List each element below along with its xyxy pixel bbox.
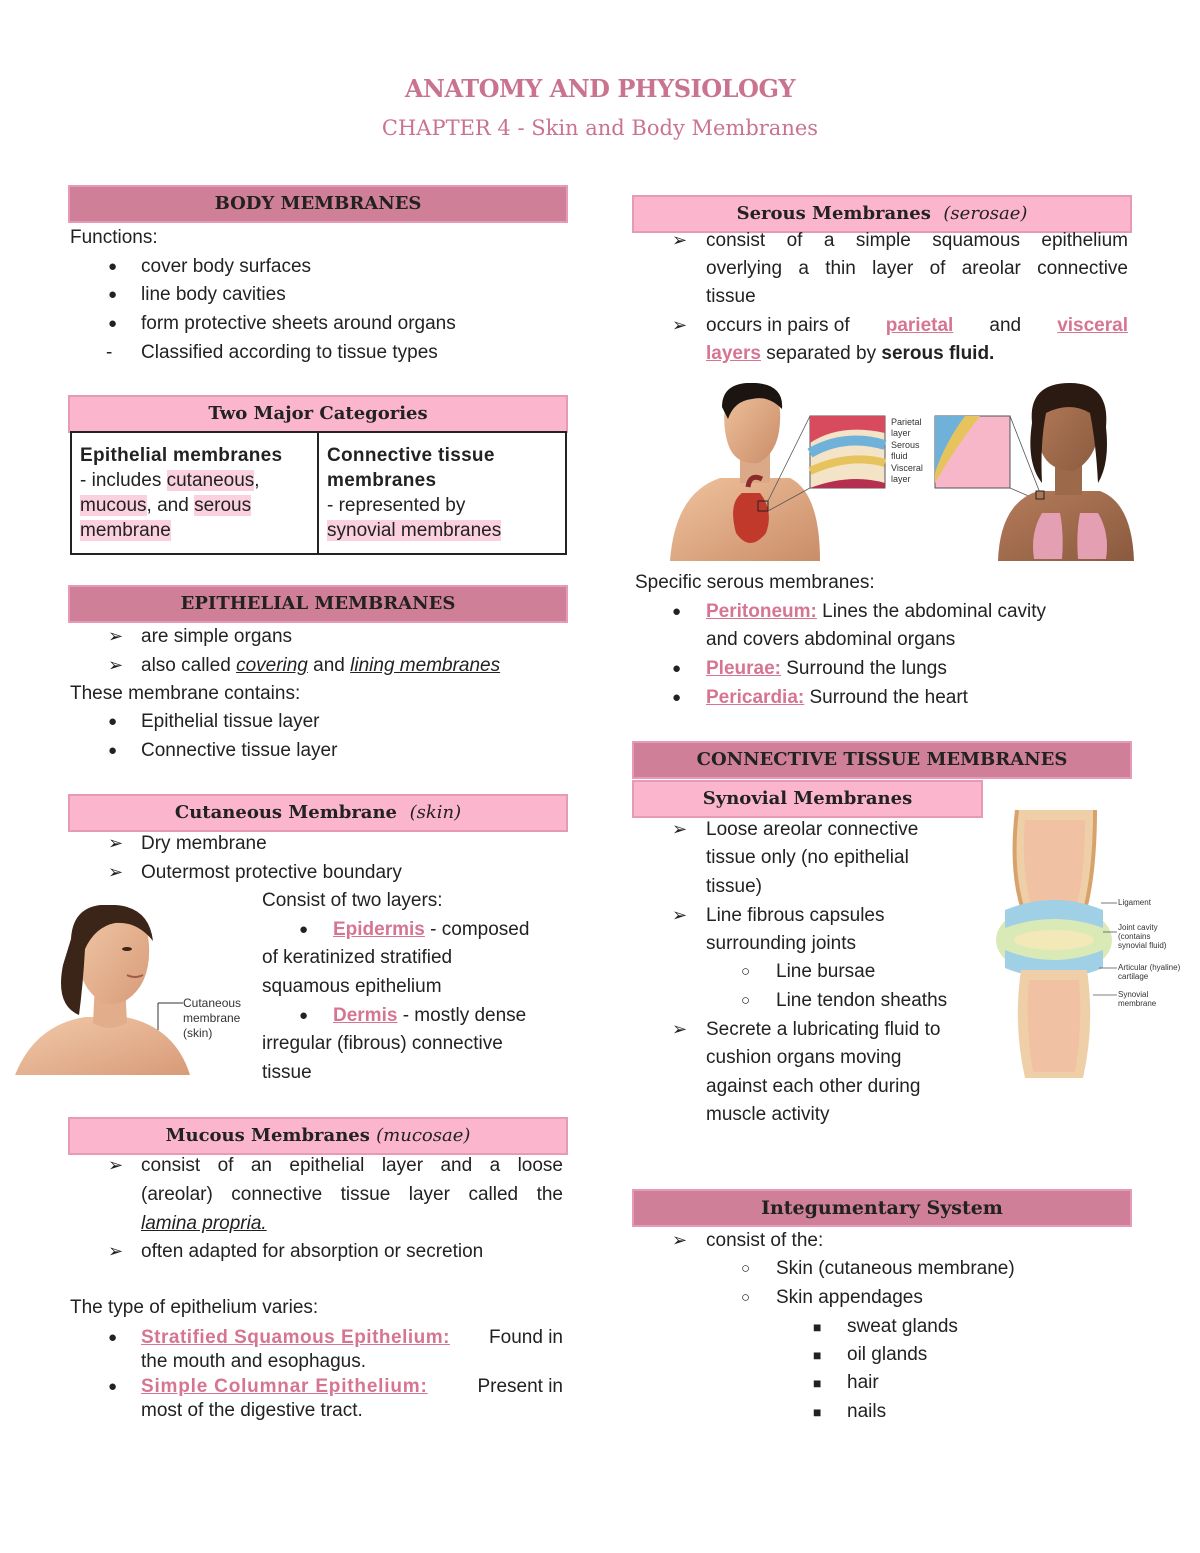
connective-cell [318, 432, 566, 554]
epithelial-point: also called covering and lining membranes [141, 655, 501, 676]
bullet-icon: ● [108, 1329, 118, 1346]
integumentary-item: Skin appendages [776, 1287, 923, 1308]
circle-bullet-icon: ○ [741, 1260, 751, 1277]
fig-label: Parietal [891, 417, 922, 427]
cutaneous-point: Outermost protective boundary [141, 862, 402, 883]
fig-label: Serous [891, 440, 920, 450]
bullet-icon: ● [108, 315, 118, 332]
layer-item: Epithelial tissue layer [141, 711, 320, 732]
arrow-bullet-icon: ➢ [108, 655, 124, 675]
serous-point: tissue [706, 286, 756, 307]
synovial-point: against each other during [706, 1076, 921, 1097]
epithelium-type: most of the digestive tract. [141, 1400, 363, 1421]
bullet-icon: ● [108, 286, 118, 303]
integumentary-point: consist of the: [706, 1230, 824, 1251]
fig-label: fluid [891, 451, 908, 461]
epidermis-line: squamous epithelium [262, 976, 442, 997]
mucous-header: Mucous Membranes (mucosae) [68, 1117, 568, 1155]
cutaneous-point: Dry membrane [141, 833, 267, 854]
body-membranes-header: BODY MEMBRANES [68, 185, 568, 223]
synovial-point: tissue) [706, 876, 762, 897]
bullet-icon: ● [672, 689, 682, 706]
square-bullet-icon: ■ [813, 1375, 822, 1391]
epithelial-cell [71, 432, 318, 554]
appendage-item: hair [847, 1372, 879, 1393]
layers-label: Consist of two layers: [262, 890, 443, 911]
synovial-subpoint: Line bursae [776, 961, 876, 982]
fig-label: cartilage [1118, 972, 1149, 981]
appendage-item: nails [847, 1401, 887, 1422]
page-title: ANATOMY AND PHYSIOLOGY [404, 74, 796, 103]
lamina-propria: lamina propria. [141, 1213, 267, 1234]
serous-point: layers separated by serous fluid. [706, 343, 995, 364]
synovial-point: Secrete a lubricating fluid to [706, 1019, 941, 1040]
arrow-bullet-icon: ➢ [672, 819, 688, 839]
serous-type: Pleurae: Surround the lungs [706, 658, 947, 679]
synovial-point: cushion organs moving [706, 1047, 902, 1068]
mucous-point: (areolar) connective tissue layer called the [141, 1184, 563, 1205]
serous-type: Peritoneum: Lines the abdominal cavity [706, 601, 1047, 622]
appendage-item: sweat glands [847, 1316, 958, 1337]
circle-bullet-icon: ○ [741, 1289, 751, 1306]
epithelium-type: the mouth and esophagus. [141, 1351, 367, 1372]
dermis-line: tissue [262, 1062, 312, 1083]
function-item: form protective sheets around organs [141, 313, 456, 334]
bullet-icon: ● [108, 713, 118, 730]
functions-label: Functions: [70, 227, 158, 248]
page-subtitle: CHAPTER 4 - Skin and Body Membranes [381, 116, 819, 140]
contains-label: These membrane contains: [70, 683, 301, 704]
fig-label: (skin) [183, 1026, 213, 1040]
serous-point: occurs in pairs of parietal and visceral [706, 315, 1128, 336]
dermis-line: Dermis - mostly dense [333, 1005, 527, 1026]
epithelium-type: Simple Columnar Epithelium: Present in [141, 1376, 563, 1397]
function-item: cover body surfaces [141, 256, 312, 277]
fig-label: Ligament [1118, 898, 1151, 907]
bullet-icon: ● [672, 660, 682, 677]
bullet-icon: ● [108, 742, 118, 759]
arrow-bullet-icon: ➢ [672, 315, 688, 335]
epithelial-desc: - includes cutaneous, mucous, and serous membrane [80, 470, 260, 541]
integumentary-item: Skin (cutaneous membrane) [776, 1258, 1015, 1279]
fig-label: synovial fluid) [1118, 941, 1167, 950]
serous-point: overlying a thin layer of areolar connective [706, 258, 1128, 279]
arrow-bullet-icon: ➢ [672, 1230, 688, 1250]
classified-text: Classified according to tissue types [141, 342, 438, 363]
fig-label: Articular (hyaline) [1118, 963, 1181, 972]
synovial-point: tissue only (no epithelial [706, 847, 909, 868]
fig-label: layer [891, 474, 911, 484]
categories-header: Two Major Categories [68, 395, 568, 433]
cutaneous-membrane-figure [15, 905, 255, 1080]
fig-label: (contains [1118, 932, 1151, 941]
synovial-joint-figure [995, 810, 1190, 1078]
serous-membrane-figure [670, 383, 1135, 561]
serous-header: Serous Membranes (serosae) [632, 195, 1132, 233]
types-label: The type of epithelium varies: [70, 1297, 319, 1318]
synovial-point: Loose areolar connective [706, 819, 919, 840]
arrow-bullet-icon: ➢ [108, 862, 124, 882]
arrow-bullet-icon: ➢ [108, 1155, 124, 1175]
arrow-bullet-icon: ➢ [672, 1019, 688, 1039]
epithelial-title: Epithelial membranes [80, 445, 283, 466]
bullet-icon: ● [108, 258, 118, 275]
serous-point: consist of a simple squamous epithelium [706, 230, 1128, 251]
synovial-point: surrounding joints [706, 933, 856, 954]
layer-item: Connective tissue layer [141, 740, 338, 761]
arrow-bullet-icon: ➢ [108, 833, 124, 853]
synovial-point: muscle activity [706, 1104, 830, 1125]
specific-serous-label: Specific serous membranes: [635, 572, 875, 593]
bullet-icon: ● [299, 1007, 309, 1024]
fig-label: Visceral [891, 463, 923, 473]
serous-type: and covers abdominal organs [706, 629, 956, 650]
epithelial-membranes-header: EPITHELIAL MEMBRANES [68, 585, 568, 623]
dermis-line: irregular (fibrous) connective [262, 1033, 503, 1054]
circle-bullet-icon: ○ [741, 992, 751, 1009]
epidermis-line: of keratinized stratified [262, 947, 453, 968]
integumentary-header: Integumentary System [632, 1189, 1132, 1227]
square-bullet-icon: ■ [813, 1319, 822, 1335]
connective-membranes-header: CONNECTIVE TISSUE MEMBRANES [632, 741, 1132, 779]
fig-label: Joint cavity [1118, 923, 1158, 932]
arrow-bullet-icon: ➢ [108, 626, 124, 646]
categories-table [70, 431, 567, 555]
arrow-bullet-icon: ➢ [672, 905, 688, 925]
function-item: line body cavities [141, 284, 286, 305]
fig-label: layer [891, 428, 911, 438]
cutaneous-header: Cutaneous Membrane (skin) [68, 794, 568, 832]
square-bullet-icon: ■ [813, 1404, 822, 1420]
epidermis-line: Epidermis - composed [333, 919, 530, 940]
fig-label: Cutaneous [183, 996, 242, 1010]
fig-label: membrane [183, 1011, 241, 1025]
arrow-bullet-icon: ➢ [108, 1241, 124, 1261]
arrow-bullet-icon: ➢ [672, 230, 688, 250]
bullet-icon: ● [672, 603, 682, 620]
epithelium-type: Stratified Squamous Epithelium: Found in [141, 1327, 563, 1348]
circle-bullet-icon: ○ [741, 963, 751, 980]
bullet-icon: ● [299, 921, 309, 938]
synovial-point: Line fibrous capsules [706, 905, 885, 926]
fig-label: Synovial [1118, 990, 1149, 999]
synovial-subpoint: Line tendon sheaths [776, 990, 948, 1011]
epithelial-point: are simple organs [141, 626, 293, 647]
bullet-icon: ● [108, 1378, 118, 1395]
mucous-point: consist of an epithelial layer and a loose [141, 1155, 563, 1176]
connective-desc: - represented by synovial membranes [327, 495, 502, 541]
appendage-item: oil glands [847, 1344, 928, 1365]
fig-label: membrane [1118, 999, 1157, 1008]
synovial-header: Synovial Membranes [632, 780, 983, 818]
serous-type: Pericardia: Surround the heart [706, 687, 968, 708]
square-bullet-icon: ■ [813, 1347, 822, 1363]
connective-title: Connective tissue membranes [327, 445, 495, 491]
dash-icon: - [106, 342, 113, 363]
mucous-point: often adapted for absorption or secretion [141, 1241, 484, 1262]
